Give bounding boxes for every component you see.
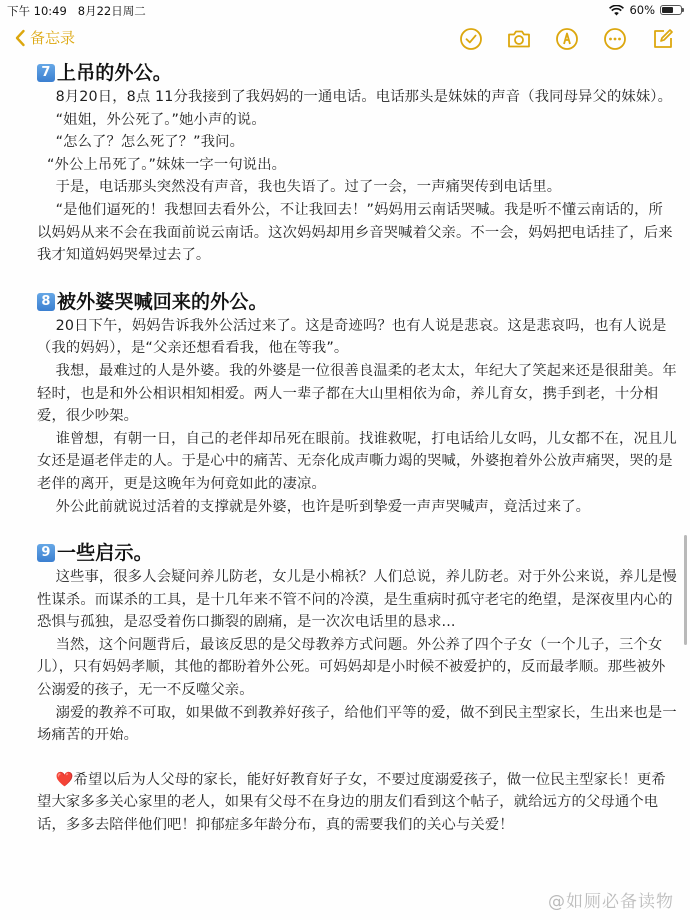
paragraph: 当然，这个问题背后，最该反思的是父母教养方式问题。外公养了四个子女（一个儿子，三个女儿），只有妈妈孝顺，其他的都盼着外公死。可妈妈却是小时候不被爱护的，反而最孝顺。那些被外公溺爱的孩子，无一不反噬父亲。 bbox=[37, 636, 666, 699]
section-heading bbox=[37, 60, 677, 86]
status-bar bbox=[0, 0, 690, 22]
battery-icon bbox=[660, 5, 682, 15]
compose-button[interactable] bbox=[650, 26, 676, 52]
closing-paragraph bbox=[37, 769, 677, 837]
status-time: 下午 10:49 bbox=[7, 4, 67, 18]
camera-button[interactable] bbox=[506, 26, 532, 52]
compose-icon bbox=[650, 26, 676, 52]
section-heading bbox=[37, 289, 677, 315]
paragraph: “姐姐，外公死了。”她小声的说。 bbox=[55, 111, 266, 128]
paragraph: 谁曾想，有朝一日，自己的老伴却吊死在眼前。找谁救呢，打电话给儿女吗，儿女都不在，况且儿女还是逼老伴走的人。于是心中的痛苦、无奈化成声嘶力竭的哭喊，外婆抱着外公放声痛哭，哭的是老伴的离开，更是这晚年为何竟如此的凄凉。 bbox=[37, 430, 677, 492]
scrollbar[interactable] bbox=[684, 535, 687, 645]
back-button[interactable] bbox=[14, 27, 75, 48]
pen-tip-icon bbox=[554, 26, 580, 52]
more-button[interactable] bbox=[602, 26, 628, 52]
paragraph: 20日下午，妈妈告诉我外公活过来了。这是奇迹吗？也有人说是悲哀。这是悲哀吗，也有人说是（我的妈妈），是“父亲还想看看我，他在等我”。 bbox=[37, 317, 667, 357]
paragraph: 外公此前就说过活着的支撑就是外婆，也许是听到挚爱一声声哭喊声，竟活过来了。 bbox=[55, 498, 591, 515]
status-right bbox=[609, 3, 682, 17]
section-title: 上吊的外公。 bbox=[57, 62, 172, 84]
closing-text: 希望以后为人父母的家长，能好好教育好子女，不要过度溺爱孩子，做一位民主型家长！更希望大家多多关心家里的老人，如果有父母不在身边的朋友们看到这个帖子，就给远方的父母通个电话，多多去陪伴他们吧！抑郁症多年龄分布，真的需要我们的关心与关爱！ bbox=[37, 771, 666, 834]
paragraph: “外公上吊死了。”妹妹一字一句说出。 bbox=[47, 156, 287, 173]
paragraph: “是他们逼死的！我想回去看外公，不让我回去！”妈妈用云南话哭喊。我是听不懂云南话的，所以妈妈从来不会在我面前说云南话。这次妈妈却用乡音哭喊着父亲。不一会，妈妈把电话挂了，后来我才知道妈妈哭晕过去了。 bbox=[37, 201, 673, 264]
ellipsis-circle-icon bbox=[602, 26, 628, 52]
keycap-number-badge: 8 bbox=[37, 293, 55, 311]
note-body[interactable] bbox=[37, 60, 677, 837]
paragraph: 这些事，很多人会疑问养儿防老，女儿是小棉袄？人们总说，养儿防老。对于外公来说，养儿是慢性谋杀。而谋杀的工具，是十几年来不管不问的冷漠，是生重病时孤守老宅的绝望，是深夜里内心的恐惧与孤独，是忍受着伤口撕裂的剧痛，是一次次电话里的恳求... bbox=[37, 569, 677, 631]
section-title: 被外婆哭喊回来的外公。 bbox=[57, 290, 268, 313]
battery-fill bbox=[662, 7, 673, 13]
watermark: @如厕必备读物 bbox=[548, 892, 674, 912]
markup-button[interactable] bbox=[554, 26, 580, 52]
paragraph: 8月20日，8点 11分我接到了我妈妈的一通电话。电话那头是妹妹的声音（我同母异父的妹妹）。 bbox=[55, 89, 673, 105]
wifi-icon bbox=[609, 5, 624, 16]
chevron-left-icon bbox=[14, 29, 26, 47]
keycap-number-badge: 9 bbox=[37, 544, 55, 562]
section-heading bbox=[37, 540, 677, 566]
checklist-button[interactable] bbox=[458, 26, 484, 52]
camera-icon bbox=[506, 26, 532, 52]
toolbar bbox=[458, 26, 676, 52]
battery-percent: 60% bbox=[629, 3, 655, 17]
paragraph: 于是，电话那头突然没有声音，我也失语了。过了一会，一声痛哭传到电话里。 bbox=[55, 179, 562, 196]
section-title: 一些启示。 bbox=[57, 542, 153, 565]
status-time-date bbox=[7, 3, 146, 19]
checkmark-circle-icon bbox=[458, 26, 484, 52]
paragraph: “怎么了？怎么死了？”我问。 bbox=[55, 134, 245, 151]
paragraph: 我想，最难过的人是外婆。我的外婆是一位很善良温柔的老太太，年纪大了笑起来还是很甜美。年轻时，也是和外公相识相知相爱。两人一辈子都在大山里相依为命，养儿育女，携手到老，十分相爱，很少吵架。 bbox=[37, 362, 677, 425]
nav-bar bbox=[0, 26, 690, 54]
keycap-number-badge: 7 bbox=[37, 64, 55, 82]
back-label: 备忘录 bbox=[30, 29, 76, 47]
paragraph: 溺爱的教养不可取，如果做不到教养好孩子，给他们平等的爱，做不到民主型家长，生出来也是一场痛苦的开始。 bbox=[37, 704, 677, 744]
heart-icon: ❤️ bbox=[55, 771, 74, 788]
status-date: 8月22日周二 bbox=[77, 4, 146, 18]
